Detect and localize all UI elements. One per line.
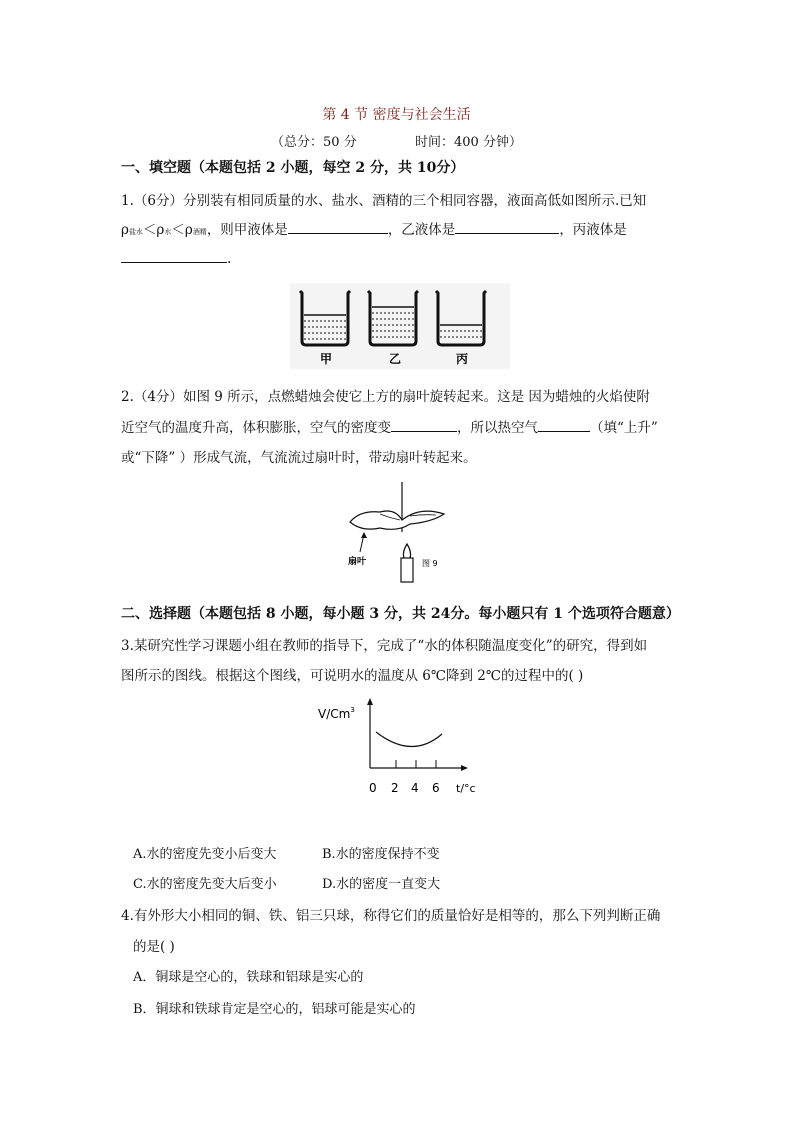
q3-option-b[interactable]: B.水的密度保持不变 (322, 847, 440, 862)
answer-blank-jia[interactable] (288, 219, 388, 234)
answer-blank-air[interactable] (538, 417, 590, 432)
graph-x-label: t/°c (456, 782, 476, 795)
q4-line2: 的是( ) (133, 939, 175, 955)
graph-y-label: V/Cm$^3$ (318, 706, 355, 721)
section-heading-fill: 一、填空题（本题包括 2 小题，每空 2 分，共 10分） (121, 160, 465, 176)
q3-option-c[interactable]: C.水的密度先变大后变小 (133, 877, 277, 892)
candle-icon (401, 558, 413, 582)
q3-line2: 图所示的图线。根据这个图线，可说明水的温度从 6℃降到 2℃的过程中的( ) (121, 668, 584, 684)
q3-option-a[interactable]: A.水的密度先变小后变大 (133, 847, 277, 862)
q1-line3: . (121, 248, 681, 267)
graph-curve (376, 732, 442, 747)
page-title: 第 4 节 密度与社会生活 (322, 107, 471, 123)
volume-temperature-graph (316, 696, 496, 800)
q4-option-b[interactable]: B．铜球和铁球肯定是空心的，铝球可能是实心的 (133, 1002, 416, 1017)
beaker-label-bing: 丙 (456, 352, 469, 366)
q2-line2: 近空气的温度升高，体积膨胀，空气的密度变 ，所以热空气 （填“上升” (121, 416, 681, 436)
fan-candle-figure (340, 480, 460, 590)
q4-option-a[interactable]: A．铜球是空心的，铁球和铝球是实心的 (133, 970, 364, 985)
beaker-label-jia: 甲 (320, 352, 333, 366)
figure-number: 图 9 (422, 559, 438, 568)
q4-line1: 4.有外形大小相同的铜、铁、铝三只球，称得它们的质量恰好是相等的，那么下列判断正确 (121, 908, 661, 924)
graph-tick-6: 6 (432, 781, 440, 795)
fan-label: 扇叶 (348, 557, 367, 567)
graph-tick-4: 4 (411, 781, 419, 795)
q1-line1: 1.（6分）分别装有相同质量的水、盐水、酒精的三个相同容器，液面高低如图所示.已知 (121, 193, 647, 209)
q3-option-d[interactable]: D.水的密度一直变大 (322, 877, 441, 892)
answer-blank-bing[interactable] (121, 248, 227, 263)
beakers-figure (290, 283, 510, 369)
q3-line1: 3.某研究性学习课题小组在教师的指导下，完成了“水的体积随温度变化”的研究，得到如 (121, 638, 648, 654)
total-score: （总分：50 分 (271, 135, 357, 150)
q2-line3: 或“下降” ）形成气流，气流流过扇叶时，带动扇叶转起来。 (121, 450, 477, 466)
exam-meta (0, 131, 793, 150)
q1-line2: ρ盐水＜ρ水＜ρ酒精，则甲液体是 ，乙液体是 ，丙液体是 (121, 218, 681, 238)
answer-blank-yi[interactable] (455, 219, 559, 234)
answer-blank-density[interactable] (391, 417, 457, 432)
time-limit: 时间：400 分钟） (415, 135, 522, 150)
graph-tick-2: 2 (391, 781, 399, 795)
beaker-label-yi: 乙 (389, 352, 402, 366)
section-heading-choice: 二、选择题（本题包括 8 小题，每小题 3 分，共 24分。每小题只有 1 个选项符合题意） (121, 606, 680, 622)
graph-tick-0: 0 (369, 781, 377, 795)
q2-line1: 2.（4分）如图 9 所示，点燃蜡烛会使它上方的扇叶旋转起来。这是 因为蜡烛的火焰使附 (121, 389, 650, 405)
